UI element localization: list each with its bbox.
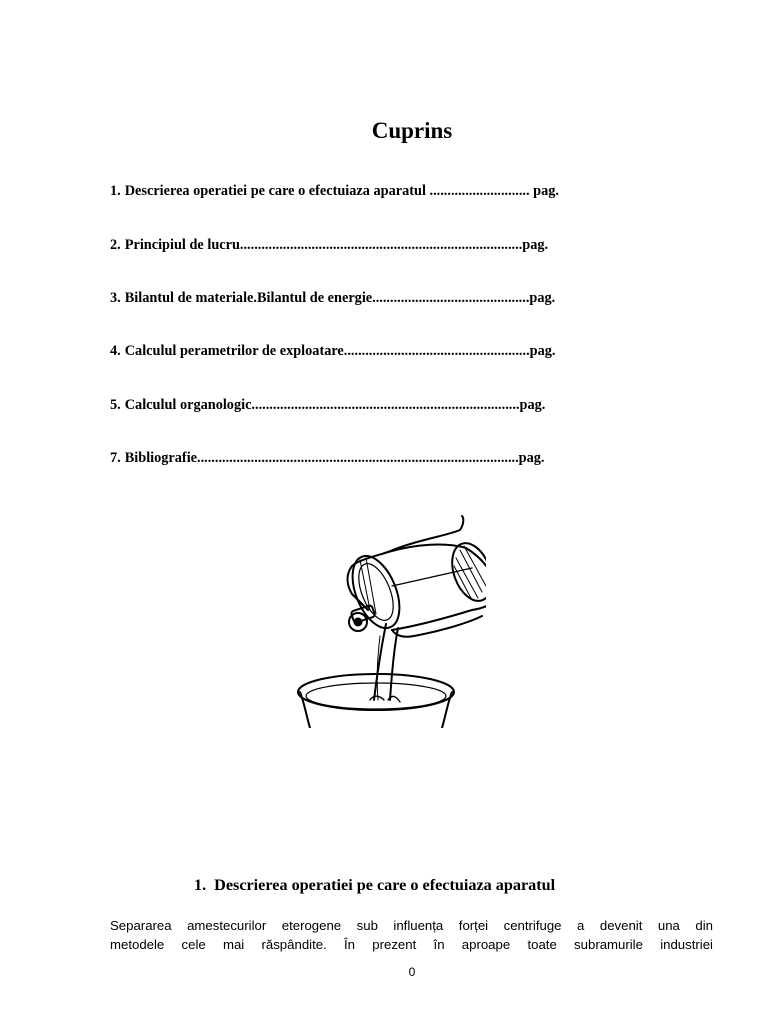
page-number: 0 [408, 965, 416, 979]
vessel-pouring-into-bowl-drawing [296, 514, 486, 733]
toc-entry-text: Bibliografie..........................................................................................pag. [124, 450, 545, 466]
section-heading-text: Descrierea operatiei pe care o efectuiaza aparatul [214, 876, 556, 894]
toc-entry [110, 397, 650, 414]
toc-entry-number: 4. [110, 343, 121, 359]
toc-entry-number: 3. [110, 290, 121, 306]
toc-entry-text: Principiul de lucru...............................................................................pag. [124, 237, 549, 253]
toc-entry-number: 7. [110, 450, 121, 466]
paragraph-line: metodele cele mai răspândite. În prezent în aproape toate subramurile industriei [110, 937, 713, 952]
toc-entry-text: Descrierea operatiei pe care o efectuiaza aparatul ............................ pag. [124, 183, 559, 199]
section-body-paragraph [110, 916, 713, 954]
toc-entry-text: Calculul perametrilor de exploatare....................................................pag. [124, 343, 556, 359]
toc-entry [110, 183, 650, 200]
toc-entry [110, 343, 650, 360]
toc-entry [110, 450, 650, 467]
toc-entry-text: Bilantul de materiale.Bilantul de energie............................................pag. [124, 290, 556, 306]
section-heading [194, 876, 555, 895]
toc-entry [110, 237, 650, 254]
toc-entry-number: 5. [110, 397, 121, 413]
paragraph-line: Separarea amestecurilor eterogene sub influența forței centrifuge a devenit una din [110, 918, 713, 933]
toc-entry-number: 1. [110, 183, 121, 199]
toc-entry [110, 290, 650, 307]
toc-entry-number: 2. [110, 237, 121, 253]
toc-entry-text: Calculul organologic...........................................................................pag. [124, 397, 546, 413]
section-number: 1. [194, 876, 207, 894]
toc-title: Cuprins [371, 118, 453, 143]
